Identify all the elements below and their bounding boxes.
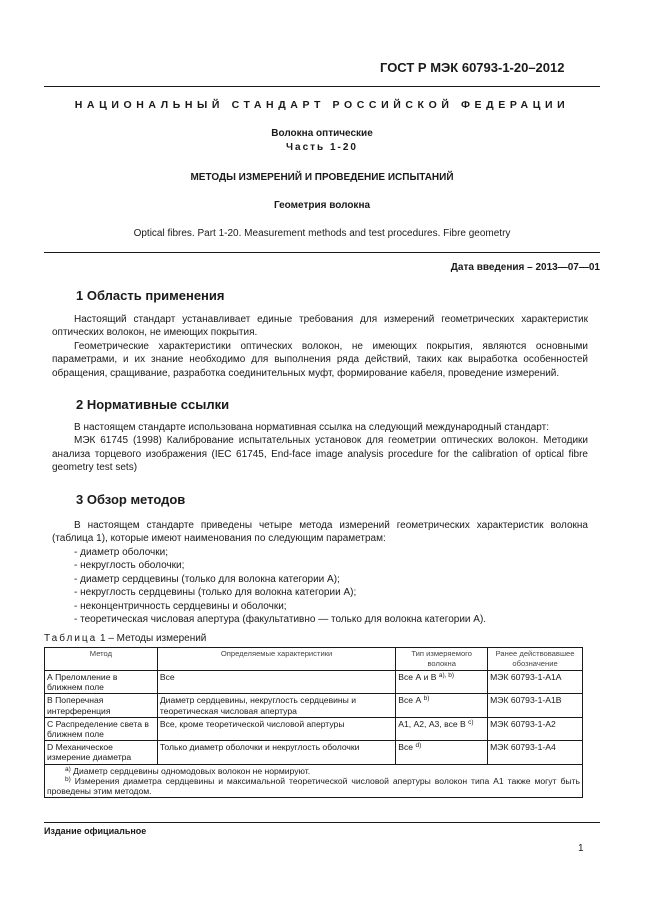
cell-previous-designation: МЭК 60793-1-A2 xyxy=(488,717,583,740)
table-notes xyxy=(45,764,583,798)
official-edition-label: Издание официальное xyxy=(44,826,147,836)
title-line-3: МЕТОДЫ ИЗМЕРЕНИЙ И ПРОВЕДЕНИЕ ИСПЫТАНИЙ xyxy=(190,172,454,183)
cell-fibre-type xyxy=(396,694,488,717)
list-item: - диаметр оболочки; xyxy=(74,547,168,558)
section-3-heading: 3 Обзор методов xyxy=(76,492,186,507)
title-line-1: Волокна оптические xyxy=(271,128,373,139)
section-2-heading-wrap xyxy=(76,397,229,412)
list-item: - неконцентричность сердцевины и оболочки; xyxy=(74,600,287,612)
method-parameter-list xyxy=(74,546,486,626)
column-header-previous-designation: Ранее действовавшее обозначение xyxy=(488,648,583,671)
title-rule xyxy=(44,252,600,253)
fibre-type-text: Все А xyxy=(398,695,422,706)
table-note xyxy=(47,766,580,776)
footnote-ref: b) xyxy=(423,695,430,703)
column-header-characteristics: Определяемые характеристики xyxy=(157,648,395,671)
section-3-body xyxy=(52,519,588,546)
cell-fibre-type xyxy=(396,717,488,740)
table-caption-prefix: Таблица xyxy=(44,633,98,644)
methods-table xyxy=(44,647,583,798)
section-2-paragraph-2: МЭК 61745 (1998) Калибрование испытательных установок для геометрии оптических волокон. Методики анализа торцевого изображения (IEC 61745, End-face image analysis procedure for the calibration of optical fibre geometry test sets) xyxy=(52,435,588,474)
section-2-body xyxy=(52,421,588,475)
fibre-type-text: Все А и В xyxy=(398,672,437,682)
column-header-method: Метод xyxy=(45,648,158,671)
table-header-row xyxy=(45,648,583,671)
cell-previous-designation: МЭК 60793-1-A4 xyxy=(488,741,583,764)
cell-previous-designation: МЭК 60793-1-A1B xyxy=(488,694,583,717)
list-item: - некруглость сердцевины (только для волокна категории А); xyxy=(74,587,357,599)
section-1-heading: 1 Область применения xyxy=(76,288,225,303)
note-mark: a) xyxy=(65,765,71,773)
cell-method: D Механическое измерение диаметра xyxy=(45,741,158,764)
cell-method: А Преломление в ближнем поле xyxy=(45,671,158,694)
cell-fibre-type xyxy=(396,671,488,694)
header-rule xyxy=(44,86,600,87)
list-item: - диаметр сердцевины (только для волокна категории А); xyxy=(74,573,340,585)
cell-characteristics: Только диаметр оболочки и некруглость оболочки xyxy=(157,741,395,764)
page-number: 1 xyxy=(578,843,584,854)
section-1-heading-wrap xyxy=(76,288,225,303)
note-text: Диаметр сердцевины одномодовых волокон не нормируют. xyxy=(70,765,311,776)
section-3-heading-wrap xyxy=(76,492,185,507)
table-row xyxy=(45,694,583,717)
table-row xyxy=(45,671,583,694)
cell-previous-designation: МЭК 60793-1-A1A xyxy=(488,671,583,694)
section-2-paragraph-1: В настоящем стандарте использована нормативная ссылка на следующий международный стандарт: xyxy=(74,422,549,433)
national-standard-title: НАЦИОНАЛЬНЫЙ СТАНДАРТ РОССИЙСКОЙ ФЕДЕРАЦИИ xyxy=(74,99,570,111)
cell-characteristics: Все xyxy=(157,671,395,694)
table-note xyxy=(47,776,580,796)
introduction-date: Дата введения – 2013—07—01 xyxy=(450,262,600,273)
note-text: Измерения диаметра сердцевины и максимальной теоретической числовой апертуры волокон типа А1 также могут быть проведены этим методом. xyxy=(47,775,580,797)
footer-rule xyxy=(44,822,600,823)
cell-characteristics: Диаметр сердцевины, некруглость сердцевины и теоретическая числовая апертура xyxy=(157,694,395,717)
section-1-paragraph-1: Настоящий стандарт устанавливает единые требования для измерений геометрических характеристик оптических волокон, не имеющих покрытия. xyxy=(52,314,588,339)
standard-code: ГОСТ Р МЭК 60793-1-20–2012 xyxy=(380,60,565,75)
footnote-ref: d) xyxy=(415,742,422,750)
section-2-heading: 2 Нормативные ссылки xyxy=(76,397,230,412)
title-english: Optical fibres. Part 1-20. Measurement methods and test procedures. Fibre geometry xyxy=(133,228,511,239)
section-1-paragraph-2: Геометрические характеристики оптических волокон, не имеющих покрытия, являются основными параметрами, и их знание необходимо для выполнения ряда действий, таких как выработка особенностей обращения, сращивание, разработка соединительных муфт, формирование кабеля, проведение измерений. xyxy=(52,340,588,379)
fibre-type-text: Все xyxy=(398,742,414,753)
note-mark: b) xyxy=(65,775,71,783)
footnote-ref: c) xyxy=(468,718,474,726)
section-1-body xyxy=(52,313,588,380)
title-line-2: Часть 1-20 xyxy=(286,142,358,153)
column-header-fibre-type: Тип измеряемого волокна xyxy=(396,648,488,671)
footnote-ref: a), b) xyxy=(438,672,455,679)
fibre-type-text: А1, А2, А3, все В xyxy=(398,718,466,729)
list-item: - теоретическая числовая апертура (факультативно — только для волокна категории А). xyxy=(74,614,487,626)
table-row xyxy=(45,717,583,740)
table-row xyxy=(45,741,583,764)
list-item: - некруглость оболочки; xyxy=(74,560,185,572)
cell-fibre-type xyxy=(396,741,488,764)
table-notes-row xyxy=(45,764,583,798)
cell-method: С Распределение света в ближнем поле xyxy=(45,717,158,740)
cell-method: В Поперечная интерференция xyxy=(45,694,158,717)
title-line-4: Геометрия волокна xyxy=(273,200,371,211)
cell-characteristics: Все, кроме теоретической числовой апертуры xyxy=(157,717,395,740)
section-3-paragraph-1: В настоящем стандарте приведены четыре метода измерений геометрических характеристик волокна (таблица 1), которые имеют наименования по следующим параметрам: xyxy=(52,520,588,545)
table-caption-rest: 1 – Методы измерений xyxy=(97,633,207,644)
table-caption xyxy=(44,633,206,644)
